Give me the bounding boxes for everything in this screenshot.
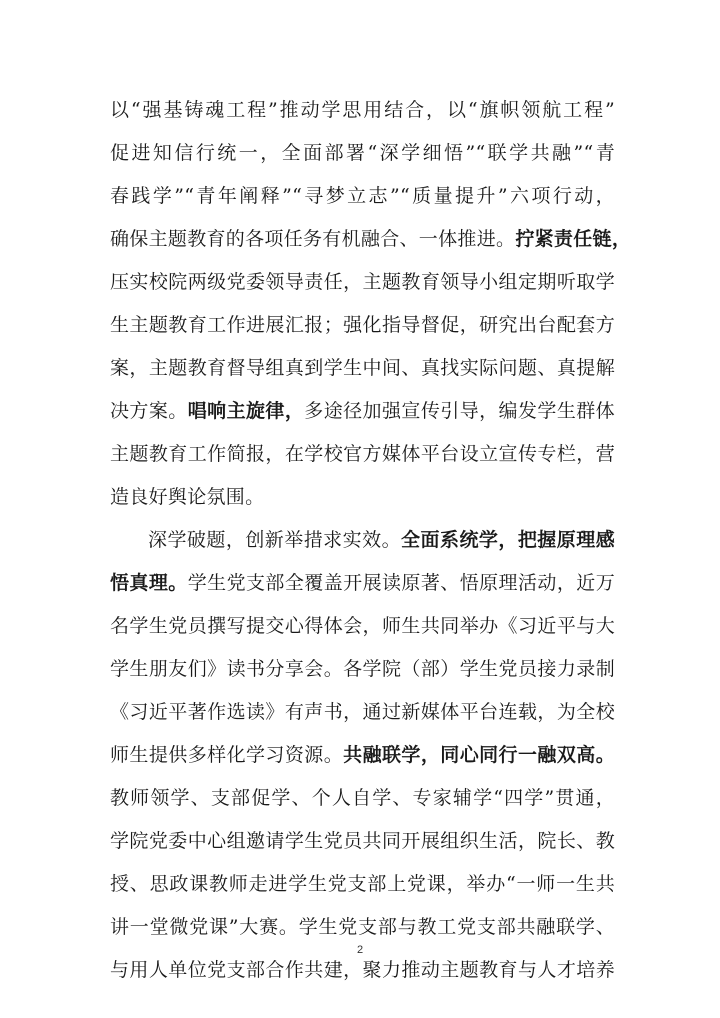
text-line: 学院党委中心组邀请学生党员共同开展组织生活，院长、教 xyxy=(110,830,615,852)
text-line: 授、思政课教师走进学生党支部上党课，举办“一师一生共 xyxy=(110,873,615,895)
text-segment: 决方案。 xyxy=(110,400,188,422)
text-line: 教师领学、支部促学、个人自学、专家辅学“四学”贯通， xyxy=(110,787,615,809)
text-line: 以“强基铸魂工程”推动学思用结合，以“旗帜领航工程” xyxy=(110,99,615,121)
text-line: 促进知信行统一，全面部署“深学细悟”“联学共融”“青 xyxy=(110,142,615,164)
paragraph-first-line xyxy=(148,527,615,553)
text-line: 生主题教育工作进展汇报；强化指导督促，研究出台配套方 xyxy=(110,314,615,336)
text-segment: 学生党支部全覆盖开展读原著、悟原理活动，近万 xyxy=(187,572,615,594)
text-line: 名学生党员撰写提交心得体会，师生共同举办《习近平与大 xyxy=(110,615,615,637)
text-line: 春践学”“青年阐释”“寻梦立志”“质量提升”六项行动， xyxy=(110,185,615,207)
page-number: 2 xyxy=(356,944,364,956)
text-line: 讲一堂微党课”大赛。学生党支部与教工党支部共融联学、 xyxy=(110,916,615,938)
text-line: 与用人单位党支部合作共建，聚力推动主题教育与人才培养 xyxy=(110,959,615,981)
text-line: 《习近平著作选读》有声书，通过新媒体平台连载，为全校 xyxy=(110,701,615,723)
text-line: 案，主题教育督导组真到学生中间、真找实际问题、真提解 xyxy=(110,357,615,379)
text-line xyxy=(110,398,615,424)
bold-heading-phrase: 悟真理。 xyxy=(110,572,188,594)
text-segment: 多途径加强宣传引导，编发学生群体 xyxy=(304,400,615,422)
text-line xyxy=(110,742,615,768)
bold-heading-phrase: 唱响主旋律， xyxy=(187,400,305,422)
text-segment: 深学破题，创新举措求实效。 xyxy=(148,529,402,551)
bold-heading-phrase: 全面系统学，把握原理感 xyxy=(401,529,615,551)
bold-heading-phrase: 共融联学，同心同行一融双高。 xyxy=(343,744,615,766)
text-line: 造良好舆论氛围。 xyxy=(110,486,265,508)
text-line: 主题教育工作简报，在学校官方媒体平台设立宣传专栏，营 xyxy=(110,443,615,465)
text-line xyxy=(110,570,615,596)
text-segment: 确保主题教育的各项任务有机融合、一体推进。 xyxy=(110,228,516,250)
text-segment: 师生提供多样化学习资源。 xyxy=(110,744,344,766)
bold-heading-phrase: 拧紧责任链， xyxy=(515,228,632,250)
text-line: 学生朋友们》读书分享会。各学院（部）学生党员接力录制 xyxy=(110,658,615,680)
text-line xyxy=(110,226,632,252)
text-line: 压实校院两级党委领导责任，主题教育领导小组定期听取学 xyxy=(110,271,615,293)
